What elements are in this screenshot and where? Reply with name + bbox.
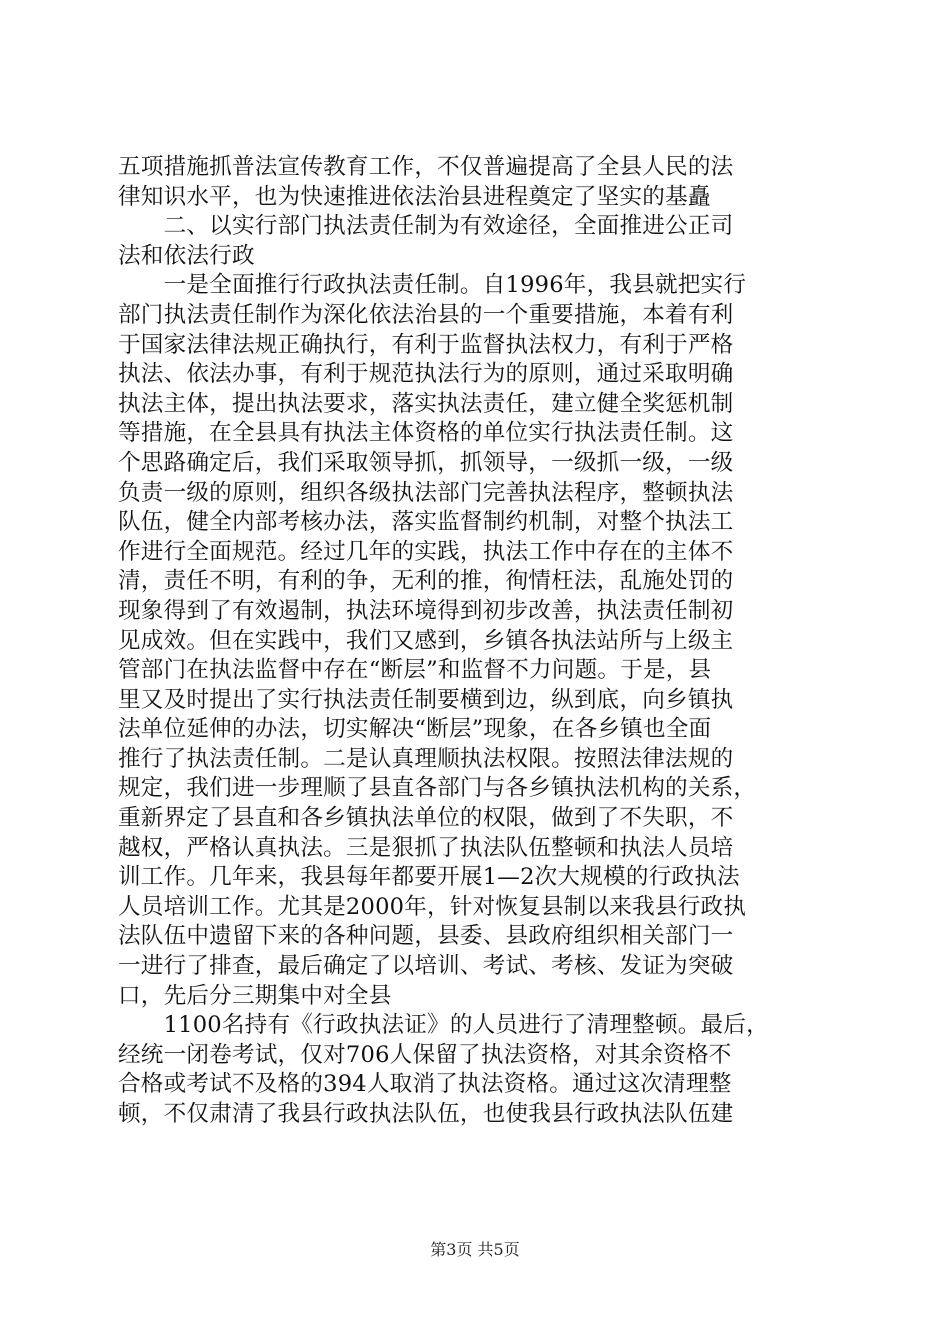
text-line: 训工作。几年来，我县每年都要开展1—2次大规模的行政执法 xyxy=(118,864,740,891)
text-line: 口，先后分三期集中对全县 xyxy=(118,982,392,1009)
text-line: 1100名持有《行政执法证》的人员进行了清理整顿。最后， xyxy=(118,1012,769,1039)
text-line: 执法、依法办事，有利于规范执法行为的原则，通过采取明确 xyxy=(118,361,734,388)
text-line: 于国家法律法规正确执行，有利于监督执法权力，有利于严格 xyxy=(118,331,734,358)
text-line: 法队伍中遗留下来的各种问题，县委、县政府组织相关部门一 xyxy=(118,923,734,950)
text-line: 现象得到了有效遏制，执法环境得到初步改善，执法责任制初 xyxy=(118,597,734,624)
text-line: 二、以实行部门执法责任制为有效途径，全面推进公正司 xyxy=(118,213,734,240)
text-line: 队伍，健全内部考核办法，落实监督制约机制，对整个执法工 xyxy=(118,509,734,536)
text-line: 经统一闭卷考试，仅对706人保留了执法资格，对其余资格不 xyxy=(118,1041,732,1068)
text-line: 等措施，在全县具有执法主体资格的单位实行执法责任制。这 xyxy=(118,420,734,447)
document-body xyxy=(118,153,830,1130)
text-line: 部门执法责任制作为深化依法治县的一个重要措施，本着有利 xyxy=(118,301,734,328)
text-line: 负责一级的原则，组织各级执法部门完善执法程序，整顿执法 xyxy=(118,479,734,506)
text-line: 规定，我们进一步理顺了县直各部门与各乡镇执法机构的关系， xyxy=(118,775,757,802)
text-line: 推行了执法责任制。二是认真理顺执法权限。按照法律法规的 xyxy=(118,745,734,772)
text-line: 里又及时提出了实行执法责任制要横到边，纵到底，向乡镇执 xyxy=(118,686,734,713)
text-line: 越权，严格认真执法。三是狠抓了执法队伍整顿和执法人员培 xyxy=(118,834,734,861)
text-line: 重新界定了县直和各乡镇执法单位的权限，做到了不失职，不 xyxy=(118,805,734,832)
text-line: 法单位延伸的办法，切实解决“断层”现象，在各乡镇也全面 xyxy=(118,716,712,743)
text-line: 律知识水平，也为快速推进依法治县进程奠定了坚实的基矗 xyxy=(118,183,711,210)
text-line: 人员培训工作。尤其是2000年，针对恢复县制以来我县行政执 xyxy=(118,893,747,920)
text-line: 作进行全面规范。经过几年的实践，执法工作中存在的主体不 xyxy=(118,538,734,565)
text-line: 管部门在执法监督中存在“断层”和监督不力问题。于是，县 xyxy=(118,657,712,684)
text-line: 法和依法行政 xyxy=(118,242,255,269)
text-line: 一是全面推行行政执法责任制。自1996年，我县就把实行 xyxy=(118,272,747,299)
text-line: 个思路确定后，我们采取领导抓，抓领导，一级抓一级，一级 xyxy=(118,449,734,476)
text-line: 清，责任不明，有利的争，无利的推，徇情枉法，乱施处罚的 xyxy=(118,568,734,595)
text-line: 一进行了排查，最后确定了以培训、考试、考核、发证为突破 xyxy=(118,953,734,980)
text-line: 合格或考试不及格的394人取消了执法资格。通过这次清理整 xyxy=(118,1071,732,1098)
page-number: 第3页 共5页 xyxy=(430,1240,520,1259)
text-line: 五项措施抓普法宣传教育工作，不仅普遍提高了全县人民的法 xyxy=(118,154,734,180)
text-line: 执法主体，提出执法要求，落实执法责任，建立健全奖惩机制 xyxy=(118,390,734,417)
text-line: 见成效。但在实践中，我们又感到，乡镇各执法站所与上级主 xyxy=(118,627,734,654)
text-line: 顿，不仅肃清了我县行政执法队伍，也使我县行政执法队伍建 xyxy=(118,1101,734,1127)
